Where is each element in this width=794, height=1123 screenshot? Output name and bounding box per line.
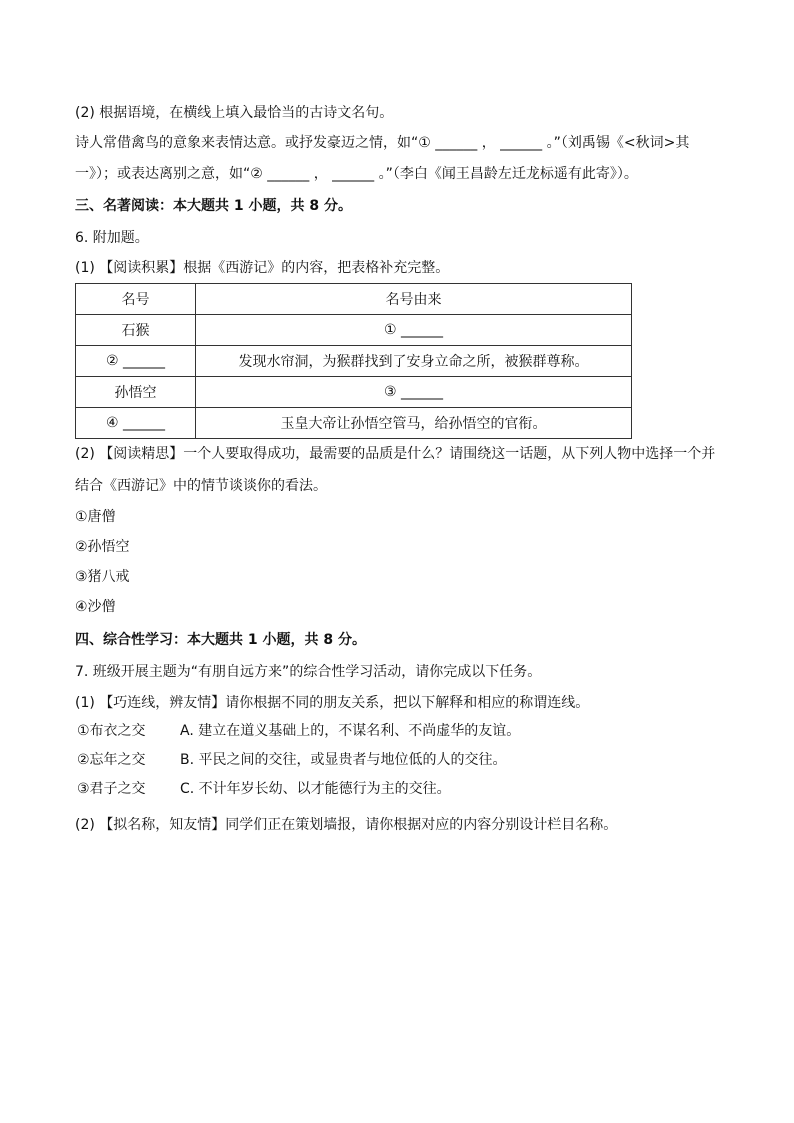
q7-title: 7. 班级开展主题为“有朋自远方来”的综合性学习活动，请你完成以下任务。 xyxy=(75,664,542,680)
q6-part2-line2: 结合《西游记》中的情节谈谈你的看法。 xyxy=(75,478,327,494)
table-row xyxy=(76,377,632,408)
q6-part1: (1) 【阅读积累】根据《西游记》的内容，把表格补充完整。 xyxy=(75,260,450,276)
pair-definition: B. 平民之间的交往，或显贵者与地位低的人的交往。 xyxy=(180,752,507,768)
q6-part2-line1: (2) 【阅读精思】一个人要取得成功，最需要的品质是什么？请围绕这一话题，从下列人物中选择一个并 xyxy=(75,446,716,462)
q5-part2-line2: 一》）；或表达离别之意，如“② ______ ， ______ 。”（李白《闻王昌龄左迁龙标遥有此寄》）。 xyxy=(75,166,638,182)
choice-item: ②孙悟空 xyxy=(75,539,130,555)
pair-definition: A. 建立在道义基础上的，不谋名利、不尚虚华的友谊。 xyxy=(180,723,521,739)
table-cell: 发现水帘洞，为猴群找到了安身立命之所，被猴群尊称。 xyxy=(196,346,632,377)
q5-part2-prompt: (2) 根据语境，在横线上填入最恰当的古诗文名句。 xyxy=(75,105,394,121)
pair-definition: C. 不计年岁长幼、以才能德行为主的交往。 xyxy=(180,781,451,797)
section3-heading: 三、名著阅读：本大题共 1 小题，共 8 分。 xyxy=(75,198,352,214)
table-cell: ① ______ xyxy=(196,315,632,346)
table-cell: ③ ______ xyxy=(196,377,632,408)
table-cell: ② ______ xyxy=(76,346,196,377)
table-header-origin: 名号由来 xyxy=(196,284,632,315)
pair-term: ③君子之交 xyxy=(77,781,146,797)
table-cell: 孙悟空 xyxy=(76,377,196,408)
pair-term: ①布衣之交 xyxy=(77,723,146,739)
table-cell: 玉皇大帝让孙悟空管马，给孙悟空的官衔。 xyxy=(196,408,632,439)
table-row xyxy=(76,315,632,346)
names-table xyxy=(75,283,632,439)
table-header-row xyxy=(76,284,632,315)
choice-item: ①唐僧 xyxy=(75,509,116,525)
choice-item: ③猪八戒 xyxy=(75,569,130,585)
section4-heading: 四、综合性学习：本大题共 1 小题，共 8 分。 xyxy=(75,632,366,648)
q7-part1: (1) 【巧连线，辨友情】请你根据不同的朋友关系，把以下解释和相应的称谓连线。 xyxy=(75,695,590,711)
table-row xyxy=(76,408,632,439)
choice-item: ④沙僧 xyxy=(75,599,116,615)
table-header-name: 名号 xyxy=(76,284,196,315)
table-cell: 石猴 xyxy=(76,315,196,346)
q5-part2-line1: 诗人常借禽鸟的意象来表情达意。或抒发豪迈之情，如“① ______ ， ______ 。”（刘禹锡《<秋词>其 xyxy=(75,135,690,151)
q7-part2: (2) 【拟名称，知友情】同学们正在策划墙报，请你根据对应的内容分别设计栏目名称。 xyxy=(75,817,618,833)
table-row xyxy=(76,346,632,377)
table-cell: ④ ______ xyxy=(76,408,196,439)
pair-term: ②忘年之交 xyxy=(77,752,146,768)
q6-title: 6. 附加题。 xyxy=(75,230,149,246)
